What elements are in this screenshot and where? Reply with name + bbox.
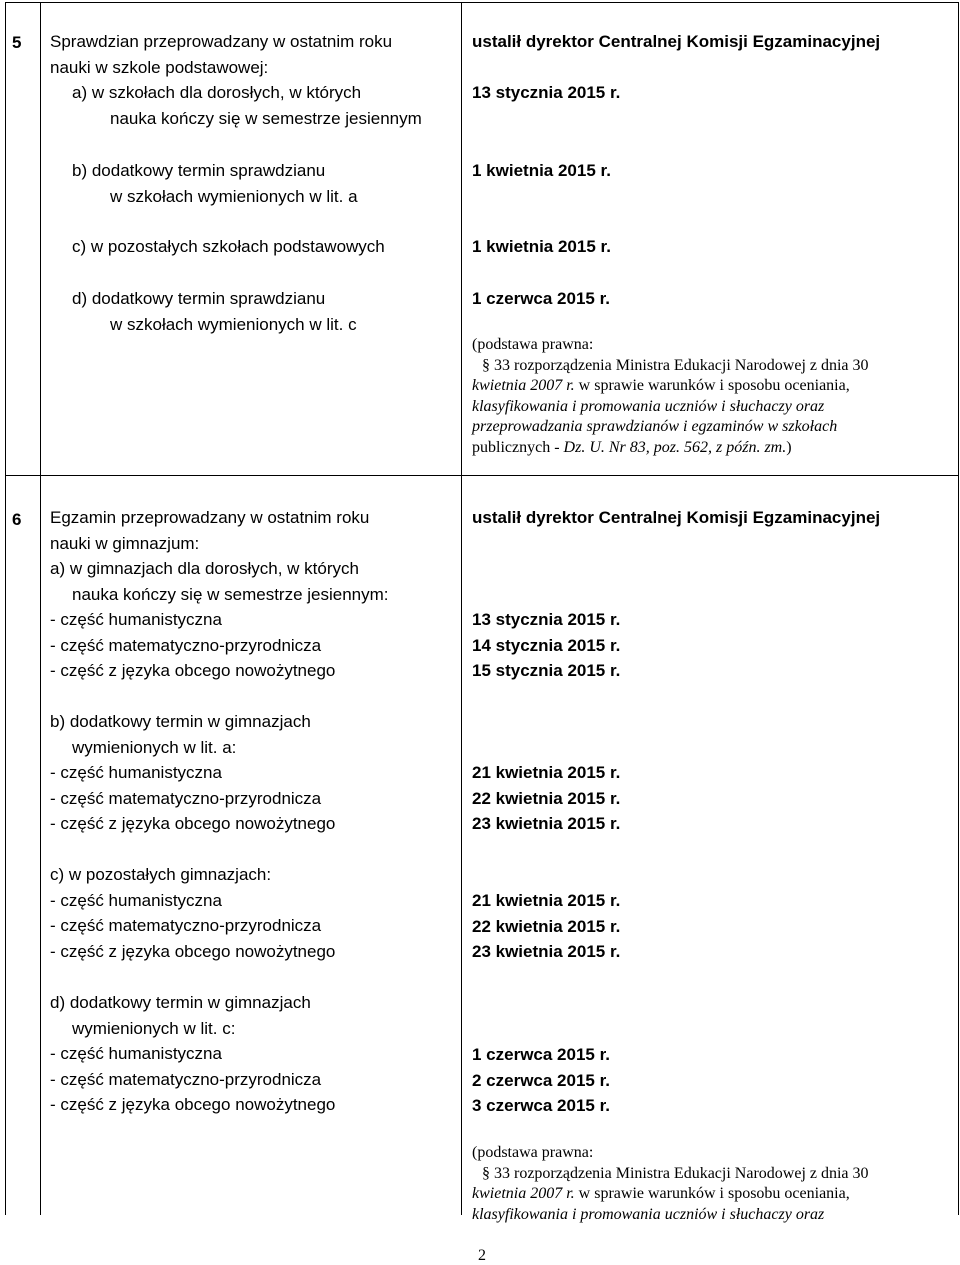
date: 2 czerwca 2015 r. <box>472 1070 611 1090</box>
row6-description <box>50 505 389 684</box>
row5-item-b-block <box>50 158 358 209</box>
legal-text: § 33 rozporządzenia Ministra Edukacji Narodowej z dnia 30 <box>482 1164 869 1182</box>
row5-item-b-cont: w szkołach wymienionych w lit. a <box>110 186 358 206</box>
part-math-science: - część matematyczno-przyrodnicza <box>50 788 322 808</box>
date: 15 stycznia 2015 r. <box>472 661 621 680</box>
row6-item-a-cont: nauka kończy się w semestrze jesiennym: <box>72 584 389 604</box>
page-number: 2 <box>478 1247 486 1264</box>
row-divider <box>6 475 958 476</box>
part-foreign-language: - część z języka obcego nowożytnego <box>50 661 336 680</box>
legal-text: kwietnia 2007 r. <box>472 1185 575 1202</box>
legal-text: ) <box>786 438 792 456</box>
row6-item-b-cont: wymienionych w lit. a: <box>72 737 237 757</box>
part-humanities: - część humanistyczna <box>50 763 222 782</box>
row6-dates-b <box>472 760 620 837</box>
row5-item-a: a) w szkołach dla dorosłych, w których <box>72 83 362 102</box>
row5-item-b: b) dodatkowy termin sprawdzianu <box>72 161 326 180</box>
date: 1 czerwca 2015 r. <box>472 1045 611 1064</box>
row5-item-c: c) w pozostałych szkołach podstawowych <box>72 237 385 256</box>
legal-line <box>472 438 869 459</box>
date: 13 stycznia 2015 r. <box>472 610 621 629</box>
part-math-science: - część matematyczno-przyrodnicza <box>50 1069 322 1089</box>
legal-line: klasyfikowania i promowania uczniów i słuchaczy oraz <box>472 1205 825 1223</box>
legal-citation: Dz. U. Nr 83, poz. 562, z późn. zm. <box>563 438 787 456</box>
row5-date-d: 1 czerwca 2015 r. <box>472 289 611 308</box>
row5-legal-basis <box>472 335 869 458</box>
date: 21 kwietnia 2015 r. <box>472 763 621 782</box>
row5-title-line: Sprawdzian przeprowadzany w ostatnim roku <box>50 32 393 51</box>
part-humanities: - część humanistyczna <box>50 890 222 910</box>
row5-title-line: nauki w szkole podstawowej: <box>50 57 269 77</box>
legal-label: (podstawa prawna: <box>472 336 594 353</box>
column-divider-dates <box>461 3 462 1215</box>
row-number: 5 <box>12 33 22 52</box>
row6-dates-a <box>472 607 620 684</box>
date: 23 kwietnia 2015 r. <box>472 942 621 961</box>
legal-line <box>472 1184 869 1205</box>
row6-item-b: b) dodatkowy termin w gimnazjach <box>50 712 311 731</box>
legal-line: klasyfikowania i promowania uczniów i słuchaczy oraz <box>472 397 825 415</box>
row5-right-header: ustalił dyrektor Centralnej Komisji Egzaminacyjnej <box>472 32 881 51</box>
legal-text: § 33 rozporządzenia Ministra Edukacji Narodowej z dnia 30 <box>482 356 869 374</box>
part-humanities: - część humanistyczna <box>50 1044 222 1063</box>
row6-title-line: Egzamin przeprowadzany w ostatnim roku <box>50 508 370 527</box>
date: 23 kwietnia 2015 r. <box>472 814 621 833</box>
row5-item-d: d) dodatkowy termin sprawdzianu <box>72 289 326 308</box>
column-divider-number <box>40 3 41 1215</box>
row5-item-d-cont: w szkołach wymienionych w lit. c <box>110 314 357 334</box>
row5-item-c-block <box>50 234 385 260</box>
part-math-science: - część matematyczno-przyrodnicza <box>50 635 322 655</box>
row6-item-b-block <box>50 709 335 837</box>
legal-line: przeprowadzania sprawdzianów i egzaminów w szkołach <box>472 418 838 435</box>
part-foreign-language: - część z języka obcego nowożytnego <box>50 814 336 833</box>
row5-date-a: 13 stycznia 2015 r. <box>472 83 621 102</box>
row6-item-d-cont: wymienionych w lit. c: <box>72 1018 236 1038</box>
legal-line <box>472 356 869 377</box>
legal-text: kwietnia 2007 r. <box>472 377 575 394</box>
part-humanities: - część humanistyczna <box>50 610 222 629</box>
row5-date-c: 1 kwietnia 2015 r. <box>472 237 611 256</box>
row6-item-c-block <box>50 862 335 964</box>
row6-title-line: nauki w gimnazjum: <box>50 533 200 553</box>
row6-right-header: ustalił dyrektor Centralnej Komisji Egzaminacyjnej <box>472 508 881 527</box>
row6-dates-d <box>472 1042 610 1119</box>
date: 22 kwietnia 2015 r. <box>472 788 621 808</box>
row5-item-d-block <box>50 286 357 337</box>
legal-text: w sprawie warunków i sposobu oceniania, <box>574 377 850 394</box>
legal-text: w sprawie warunków i sposobu oceniania, <box>574 1185 850 1202</box>
part-math-science: - część matematyczno-przyrodnicza <box>50 916 322 935</box>
row6-item-a: a) w gimnazjach dla dorosłych, w których <box>50 559 359 578</box>
legal-line <box>472 376 869 397</box>
row5-description <box>50 29 422 131</box>
date: 3 czerwca 2015 r. <box>472 1096 611 1115</box>
date: 14 stycznia 2015 r. <box>472 635 621 655</box>
part-foreign-language: - część z języka obcego nowożytnego <box>50 941 336 961</box>
date: 22 kwietnia 2015 r. <box>472 916 621 936</box>
part-foreign-language: - część z języka obcego nowożytnego <box>50 1095 336 1114</box>
legal-text: publicznych - <box>472 438 564 456</box>
row-number: 6 <box>12 510 22 529</box>
legal-label: (podstawa prawna: <box>472 1144 594 1161</box>
row6-item-d: d) dodatkowy termin w gimnazjach <box>50 993 311 1012</box>
row6-item-d-block <box>50 990 335 1118</box>
date: 21 kwietnia 2015 r. <box>472 891 621 910</box>
row6-item-c: c) w pozostałych gimnazjach: <box>50 865 272 884</box>
row5-item-a-cont: nauka kończy się w semestrze jesiennym <box>110 108 422 128</box>
legal-line <box>472 1164 869 1185</box>
row6-dates-c <box>472 888 620 965</box>
row5-date-b: 1 kwietnia 2015 r. <box>472 161 611 180</box>
row6-legal-basis <box>472 1143 869 1225</box>
